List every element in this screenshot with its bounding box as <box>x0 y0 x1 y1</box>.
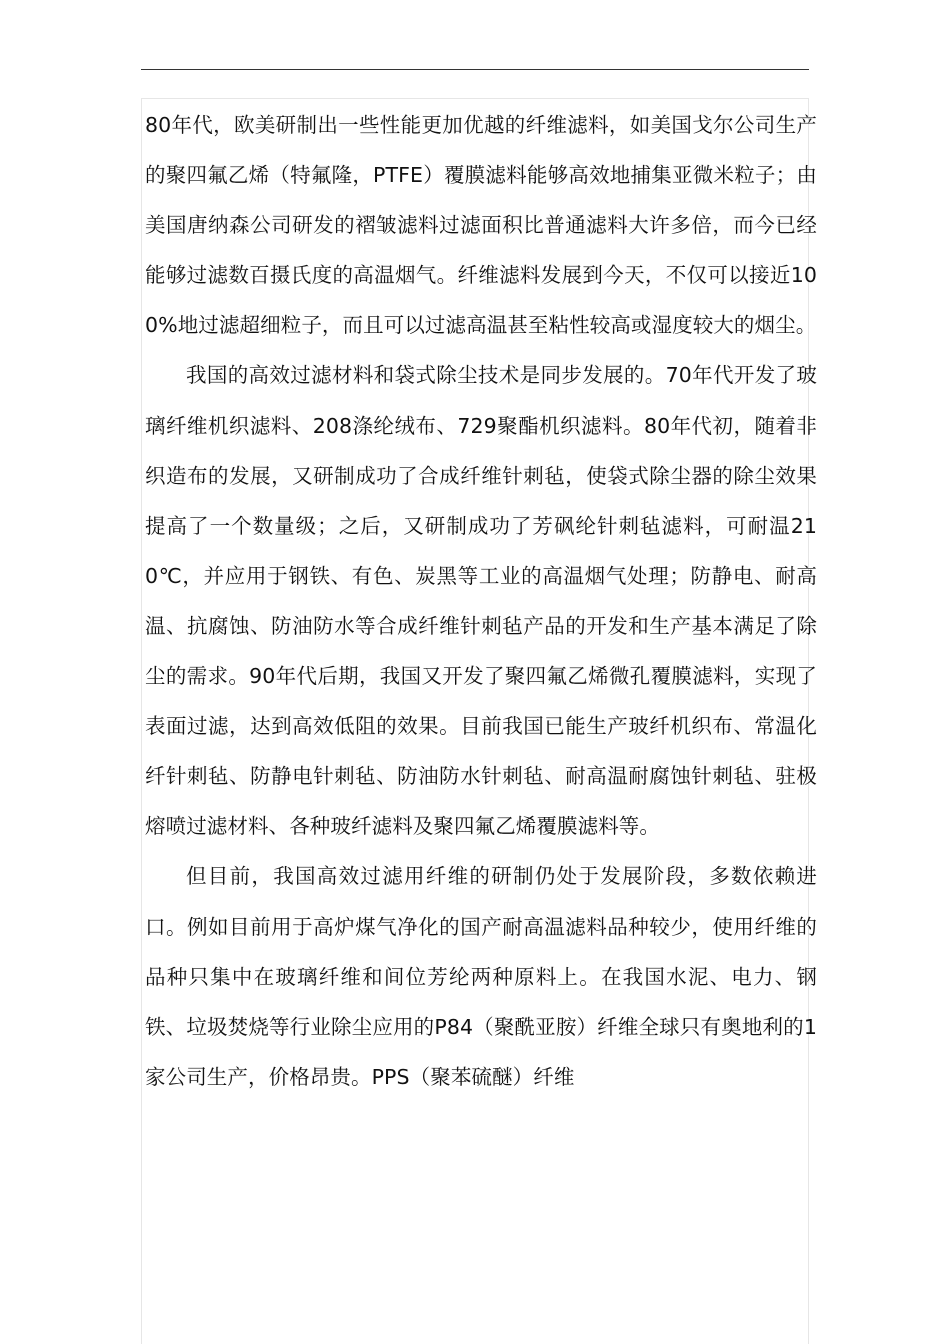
header-rule <box>141 69 809 70</box>
document-body <box>145 100 817 1102</box>
paragraph-foreign-development: 80年代，欧美研制出一些性能更加优越的纤维滤料，如美国戈尔公司生产的聚四氟乙烯（特氟隆，PTFE）覆膜滤料能够高效地捕集亚微米粒子；由美国唐纳森公司研发的褶皱滤料过滤面积比普通滤料大许多倍，而今已经能够过滤数百摄氏度的高温烟气。纤维滤料发展到今天，不仅可以接近100%地过滤超细粒子，而且可以过滤高温甚至粘性较高或湿度较大的烟尘。 <box>145 113 817 338</box>
paragraph-domestic-development: 我国的高效过滤材料和袋式除尘技术是同步发展的。70年代开发了玻璃纤维机织滤料、208涤纶绒布、729聚酯机织滤料。80年代初，随着非织造布的发展，又研制成功了合成纤维针刺毡，使袋式除尘器的除尘效果提高了一个数量级；之后，又研制成功了芳砜纶针刺毡滤料，可耐温210℃，并应用于钢铁、有色、炭黑等工业的高温烟气处理；防静电、耐高温、抗腐蚀、防油防水等合成纤维针刺毡产品的开发和生产基本满足了除尘的需求。90年代后期，我国又开发了聚四氟乙烯微孔覆膜滤料，实现了表面过滤，达到高效低阻的效果。目前我国已能生产玻纤机织布、常温化纤针刺毡、防静电针刺毡、防油防水针刺毡、耐高温耐腐蚀针刺毡、驻极熔喷过滤材料、各种玻纤滤料及聚四氟乙烯覆膜滤料等。 <box>145 363 817 839</box>
paragraph-current-status: 但目前，我国高效过滤用纤维的研制仍处于发展阶段，多数依赖进口。例如目前用于高炉煤气净化的国产耐高温滤料品种较少，使用纤维的品种只集中在玻璃纤维和间位芳纶两种原料上。在我国水泥、电力、钢铁、垃圾焚烧等行业除尘应用的P84（聚酰亚胺）纤维全球只有奥地利的1家公司生产，价格昂贵。PPS（聚苯硫醚）纤维 <box>145 864 817 1089</box>
